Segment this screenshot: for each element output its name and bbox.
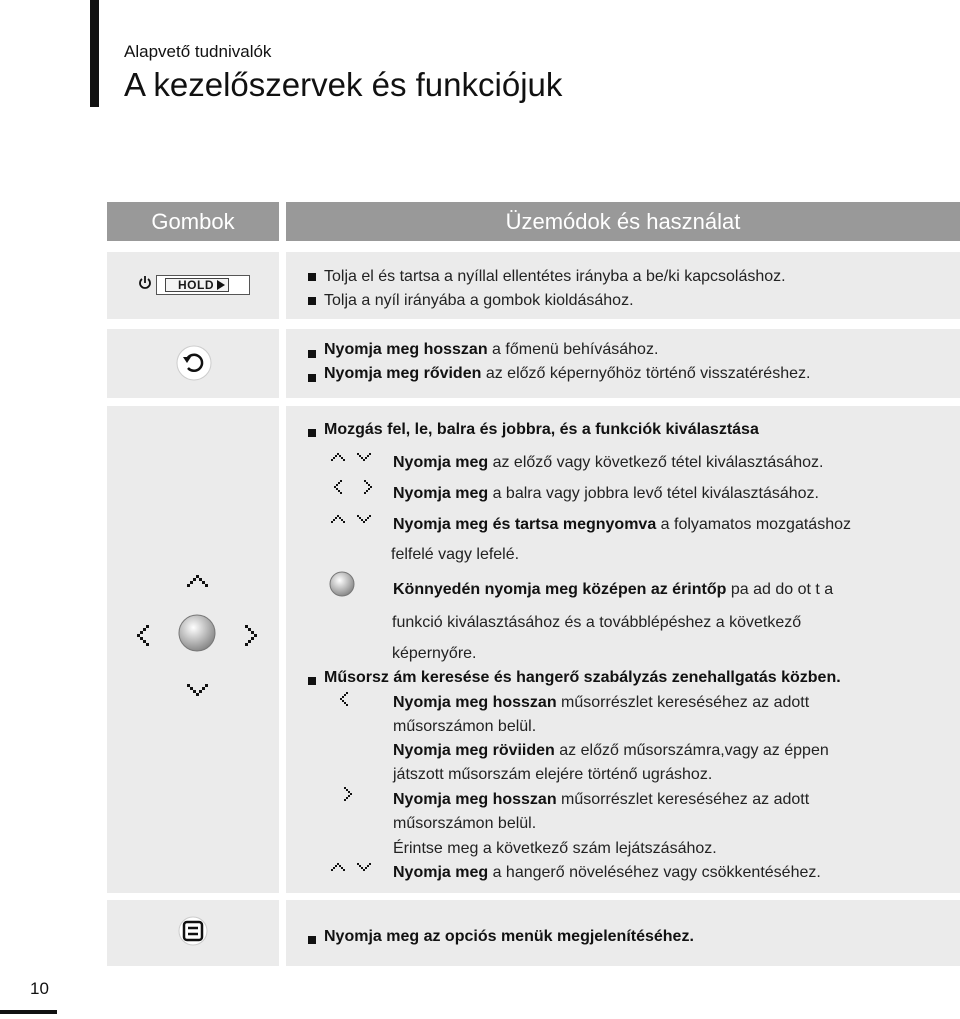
music-line-3: Nyomja meg hosszan műsorrészlet kereséséhez az adott: [393, 791, 810, 808]
up-down-arrows-icon: [330, 513, 374, 527]
bullet: [308, 374, 316, 382]
bullet: [308, 936, 316, 944]
left-right-arrows-icon: [333, 477, 373, 497]
center-touchpad-small-icon: [328, 570, 356, 598]
row-menu-button-cell: [107, 900, 279, 966]
music-line-3-cont: műsorszámon belül.: [393, 815, 537, 832]
music-line-4: Érintse meg a következő szám lejátszásához.: [393, 840, 717, 857]
row-nav-button-cell: [107, 406, 279, 893]
row-power-button-cell: [107, 252, 279, 319]
nav-line-1: Nyomja meg az előző vagy következő tétel kiválasztásához.: [393, 454, 824, 471]
page-title: A kezelőszervek és funkciójuk: [124, 66, 563, 103]
bullet: [308, 273, 316, 281]
center-touchpad-icon[interactable]: [177, 613, 217, 653]
music-line-2: Nyomja meg röviiden az előző műsorszámra,vagy az éppen: [393, 742, 829, 759]
music-line-1: Nyomja meg hosszan műsorrészlet kereséséhez az adott: [393, 694, 810, 711]
nav-heading: Mozgás fel, le, balra és jobbra, és a funkciók kiválasztása: [324, 421, 759, 438]
row-nav-usage-cell: [286, 406, 960, 893]
back-button-icon[interactable]: [176, 345, 212, 381]
music-line-2-cont: játszott műsorszám elejére történő ugráshoz.: [393, 766, 713, 783]
row-back-button-cell: [107, 329, 279, 398]
nav-line-4: Könnyedén nyomja meg középen az érintőp pa ad do ot t a: [393, 581, 834, 598]
up-down-arrows-icon: [330, 861, 374, 875]
left-arrow-small-icon: [339, 689, 351, 709]
hold-label: HOLD: [178, 278, 214, 292]
bullet: [308, 677, 316, 685]
up-down-arrows-icon: [330, 451, 374, 465]
bullet: [308, 297, 316, 305]
hold-switch[interactable]: [156, 275, 250, 295]
left-arrow-icon[interactable]: [136, 625, 150, 647]
back-instruction-1: Nyomja meg hosszan a főmenü behívásához.: [324, 341, 659, 358]
nav-line-2: Nyomja meg a balra vagy jobbra levő tétel kiválasztásához.: [393, 485, 819, 502]
power-icon: [138, 275, 152, 291]
right-arrow-small-icon: [341, 784, 353, 804]
nav-line-4-cont-2: képernyőre.: [392, 645, 477, 662]
column-header-usage: Üzemódok és használat: [286, 202, 960, 241]
music-line-1-cont: műsorszámon belül.: [393, 718, 537, 735]
right-arrow-icon[interactable]: [244, 625, 258, 647]
power-instruction-1: Tolja el és tartsa a nyíllal ellentétes irányba a be/ki kapcsoláshoz.: [324, 268, 786, 285]
music-heading: Műsorsz ám keresése és hangerő szabályzás zenehallgatás közben.: [324, 669, 841, 686]
nav-line-3-cont: felfelé vagy lefelé.: [391, 546, 520, 563]
up-arrow-icon[interactable]: [187, 574, 209, 588]
power-instruction-2: Tolja a nyíl irányába a gombok kioldásához.: [324, 292, 634, 309]
column-header-buttons: Gombok: [107, 202, 279, 241]
section-side-bar: [90, 0, 99, 107]
back-instruction-2: Nyomja meg rőviden az előző képernyőhöz történő visszatéréshez.: [324, 365, 811, 382]
section-label: Alapvető tudnivalók: [124, 42, 272, 61]
menu-instruction: Nyomja meg az opciós menük megjelenítéséhez.: [324, 928, 694, 945]
arrow-right-icon: [217, 280, 225, 290]
bullet: [308, 429, 316, 437]
page-number-rule: [0, 1010, 57, 1014]
nav-line-3: Nyomja meg és tartsa megnyomva a folyamatos mozgatáshoz: [393, 516, 851, 533]
nav-line-4-cont-1: funkció kiválasztásához és a továbblépéshez a következő: [392, 614, 802, 631]
down-arrow-icon[interactable]: [187, 683, 209, 697]
music-line-5: Nyomja meg a hangerő növeléséhez vagy csökkentéséhez.: [393, 864, 821, 881]
menu-button-icon[interactable]: [178, 916, 208, 946]
bullet: [308, 350, 316, 358]
page-number: 10: [30, 979, 49, 998]
